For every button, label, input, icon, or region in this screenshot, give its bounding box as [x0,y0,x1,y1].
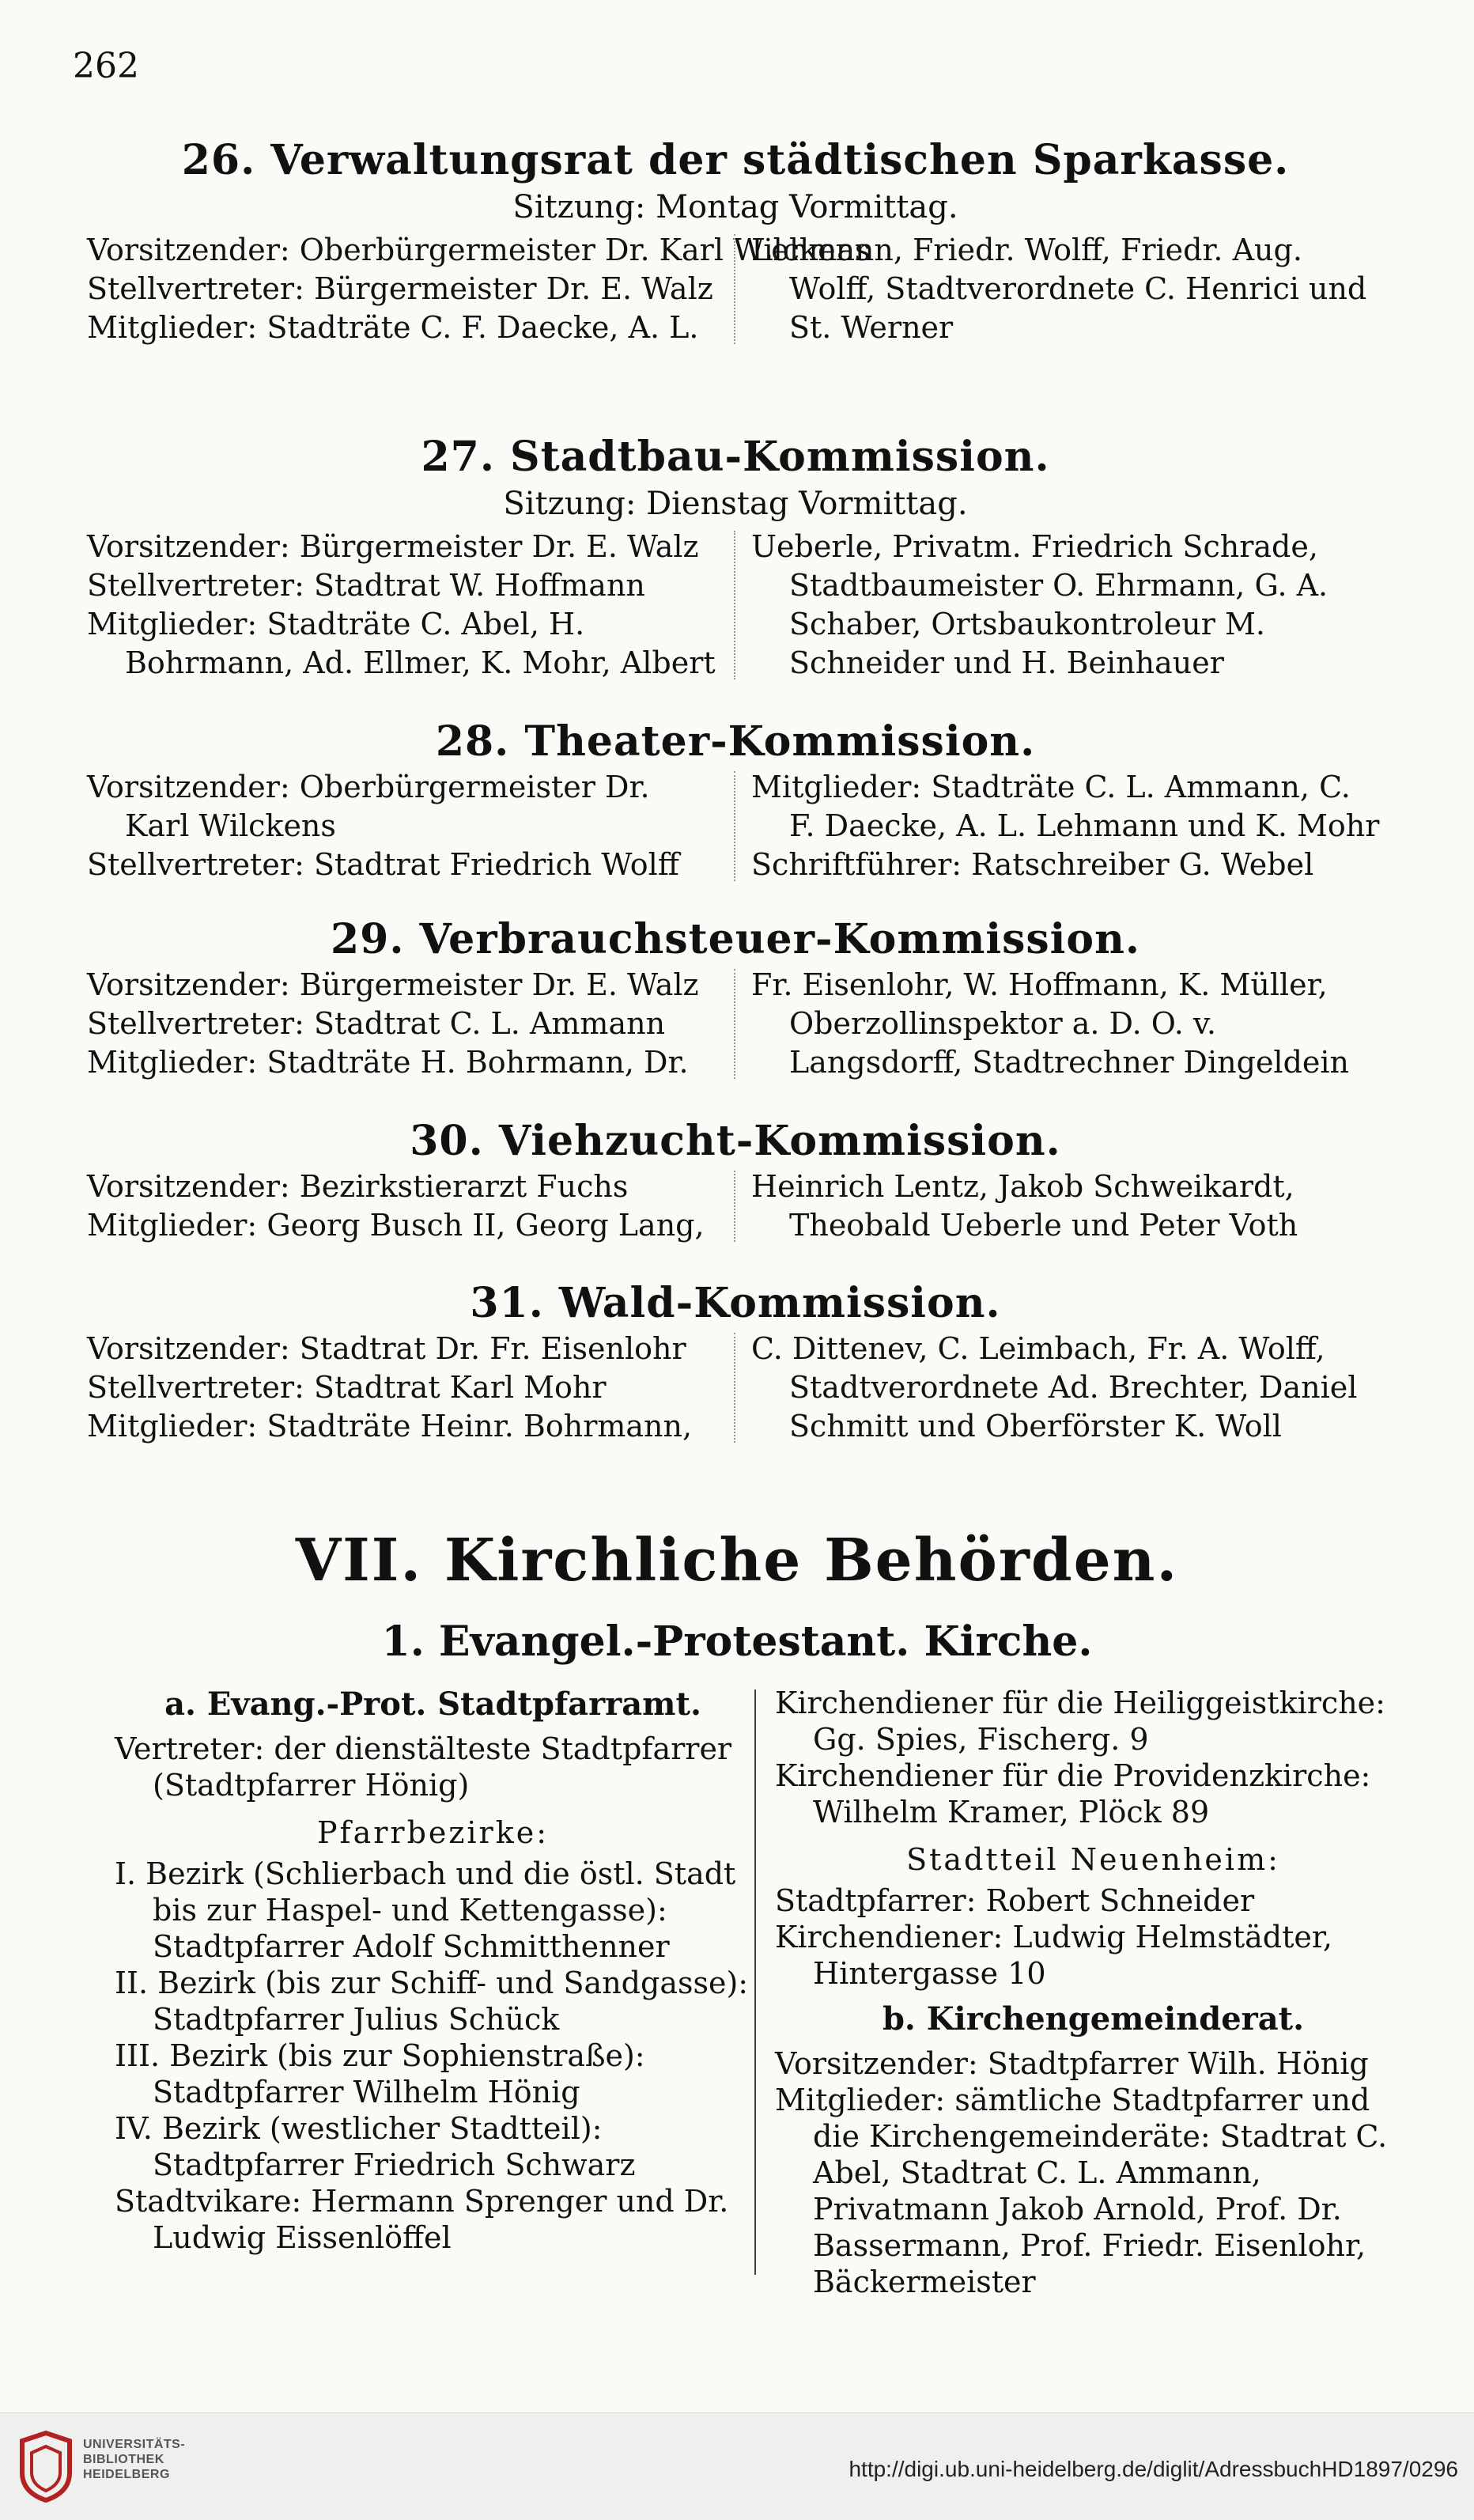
right-column [751,1330,1384,1446]
left-column [87,768,720,884]
entry: Schriftführer: Ratschreiber G. Webel [751,847,1314,882]
entry: Vorsitzender: Bezirkstierarzt Fuchs [87,1169,629,1204]
entry: Stellvertreter: Stadtrat Friedrich Wolff [87,847,679,882]
entry: Stadtpfarrer: Robert Schneider [775,1883,1255,1918]
left-column [87,528,720,683]
entry: II. Bezirk (bis zur Schiff- und Sandgasse): Stadtpfarrer Julius Schück [115,1966,749,2037]
entry: Mitglieder: Stadträte C. F. Daecke, A. L. [87,310,699,345]
entry: Mitglieder: Stadträte H. Bohrmann, Dr. [87,1045,689,1080]
left-column [87,1167,720,1245]
entry: Vorsitzender: Bürgermeister Dr. E. Walz [87,529,699,564]
right-column [751,768,1384,884]
section-26 [87,134,1384,347]
footer-bar [0,2412,1474,2520]
section-title: 28. Theater-Kommission. [435,717,1036,766]
session-info: Sitzung: Montag Vormittag. [512,189,958,225]
logo-line: UNIVERSITÄTS- [83,2438,186,2451]
entry: Mitglieder: Stadträte C. Abel, H. Bohrmann, Ad. Ellmer, K. Mohr, Albert [87,607,716,680]
entry: Vorsitzender: Oberbürgermeister Dr. Karl Wilckens [87,770,650,843]
entry: Heinrich Lentz, Jakob Schweikardt, Theobald Ueberle und Peter Voth [751,1169,1298,1243]
section-title: 30. Viehzucht-Kommission. [410,1117,1061,1165]
entry: Vorsitzender: Stadtpfarrer Wilh. Hönig [775,2046,1369,2081]
section-title: 31. Wald-Kommission. [470,1279,1001,1327]
entry: Fr. Eisenlohr, W. Hoffmann, K. Müller, Oberzollinspektor a. D. O. v. Langsdorff, Stadtrechner Dingeldein [751,967,1350,1080]
entry: Vorsitzender: Stadtrat Dr. Fr. Eisenlohr [87,1331,686,1366]
column-divider [734,1333,737,1443]
column-divider [734,234,737,344]
section-31 [87,1277,1384,1446]
church-right-column [759,1685,1412,2300]
session-info: Sitzung: Dienstag Vormittag. [503,486,968,522]
subsection-heading: b. Kirchengemeinderat. [882,2000,1305,2038]
entry: Stellvertreter: Stadtrat W. Hoffmann [87,568,645,603]
right-column [751,528,1384,683]
entry: III. Bezirk (bis zur Sophienstraße): Stadtpfarrer Wilhelm Hönig [115,2038,645,2109]
right-column [751,231,1384,347]
university-logo-icon [14,2429,77,2504]
entry: Mitglieder: Stadträte Heinr. Bohrmann, [87,1409,693,1444]
left-column [87,1330,720,1446]
section-title: 29. Verbrauchsteuer-Kommission. [330,915,1141,963]
section-title: 27. Stadtbau-Kommission. [421,433,1050,481]
entry: C. Dittenev, C. Leimbach, Fr. A. Wolff, Stadtverordnete Ad. Brechter, Daniel Schmitt und Oberförster K. Woll [751,1331,1358,1444]
entry: Kirchendiener für die Providenzkirche: Wilhelm Kramer, Plöck 89 [775,1758,1371,1829]
column-divider [734,1171,737,1242]
church-section [115,1685,1412,2300]
page-number: 262 [73,46,139,86]
entry: Mitglieder: Stadträte C. L. Ammann, C. F. Daecke, A. L. Lehmann und K. Mohr [751,770,1380,843]
logo-line: HEIDELBERG [83,2468,170,2481]
entry: I. Bezirk (Schlierbach und die östl. Stadt bis zur Haspel- und Kettengasse): Stadtpfarrer Adolf Schmitthenner [115,1856,736,1964]
section-28 [87,716,1384,884]
left-column [87,966,720,1082]
source-url-link[interactable]: http://digi.ub.uni-heidelberg.de/diglit/AdressbuchHD1897/0296 [848,2457,1458,2481]
column-rule [754,1689,756,2275]
entry: Vertreter: der dienstälteste Stadtpfarrer (Stadtpfarrer Hönig) [115,1731,732,1803]
section-30 [87,1115,1384,1245]
entry: IV. Bezirk (westlicher Stadtteil): Stadtpfarrer Friedrich Schwarz [115,2111,636,2182]
right-column [751,966,1384,1082]
entry: Stellvertreter: Bürgermeister Dr. E. Walz [87,271,713,306]
entry: Vorsitzender: Bürgermeister Dr. E. Walz [87,967,699,1002]
entry: Mitglieder: sämtliche Stadtpfarrer und die Kirchengemeinderäte: Stadtrat C. Abel, Stadtrat C. L. Ammann, Privatmann Jakob Arnold, Prof. Dr. Bassermann, Prof. Friedr. Eisenlohr, Bäckermeister [775,2083,1388,2299]
column-divider [734,771,737,881]
right-column [751,1167,1384,1245]
section-27 [87,431,1384,683]
logo-text [83,2437,185,2482]
church-left-column [115,1685,751,2300]
entry: Kirchendiener: Ludwig Helmstädter, Hintergasse 10 [775,1920,1332,1991]
section-29 [87,914,1384,1082]
entry: Lehmann, Friedr. Wolff, Friedr. Aug. Wolff, Stadtverordnete C. Henrici und St. Werner [751,233,1367,345]
logo-line: BIBLIOTHEK [83,2453,164,2466]
church-title: 1. Evangel.-Protestant. Kirche. [381,1618,1093,1666]
chapter-title: VII. Kirchliche Behörden. [295,1527,1179,1595]
subsection-heading: a. Evang.-Prot. Stadtpfarramt. [164,1686,701,1723]
subheading: Pfarrbezirke: [316,1815,550,1850]
entry: Stellvertreter: Stadtrat C. L. Ammann [87,1006,666,1041]
section-title: 26. Verwaltungsrat der städtischen Sparkasse. [181,136,1290,184]
entry: Stellvertreter: Stadtrat Karl Mohr [87,1370,607,1405]
column-divider [734,969,737,1079]
column-divider [734,531,737,679]
entry: Ueberle, Privatm. Friedrich Schrade, Stadtbaumeister O. Ehrmann, G. A. Schaber, Ortsbaukontroleur M. Schneider und H. Beinhauer [751,529,1328,680]
entry: Vorsitzender: Oberbürgermeister Dr. Karl Wilckens [87,233,871,267]
left-column [87,231,871,347]
entry: Kirchendiener für die Heiliggeistkirche: Gg. Spies, Fischerg. 9 [775,1686,1385,1757]
entry: Stadtvikare: Hermann Sprenger und Dr. Ludwig Eissenlöffel [115,2184,729,2255]
subheading: Stadtteil Neuenheim: [906,1842,1280,1877]
entry: Mitglieder: Georg Busch II, Georg Lang, [87,1208,705,1243]
